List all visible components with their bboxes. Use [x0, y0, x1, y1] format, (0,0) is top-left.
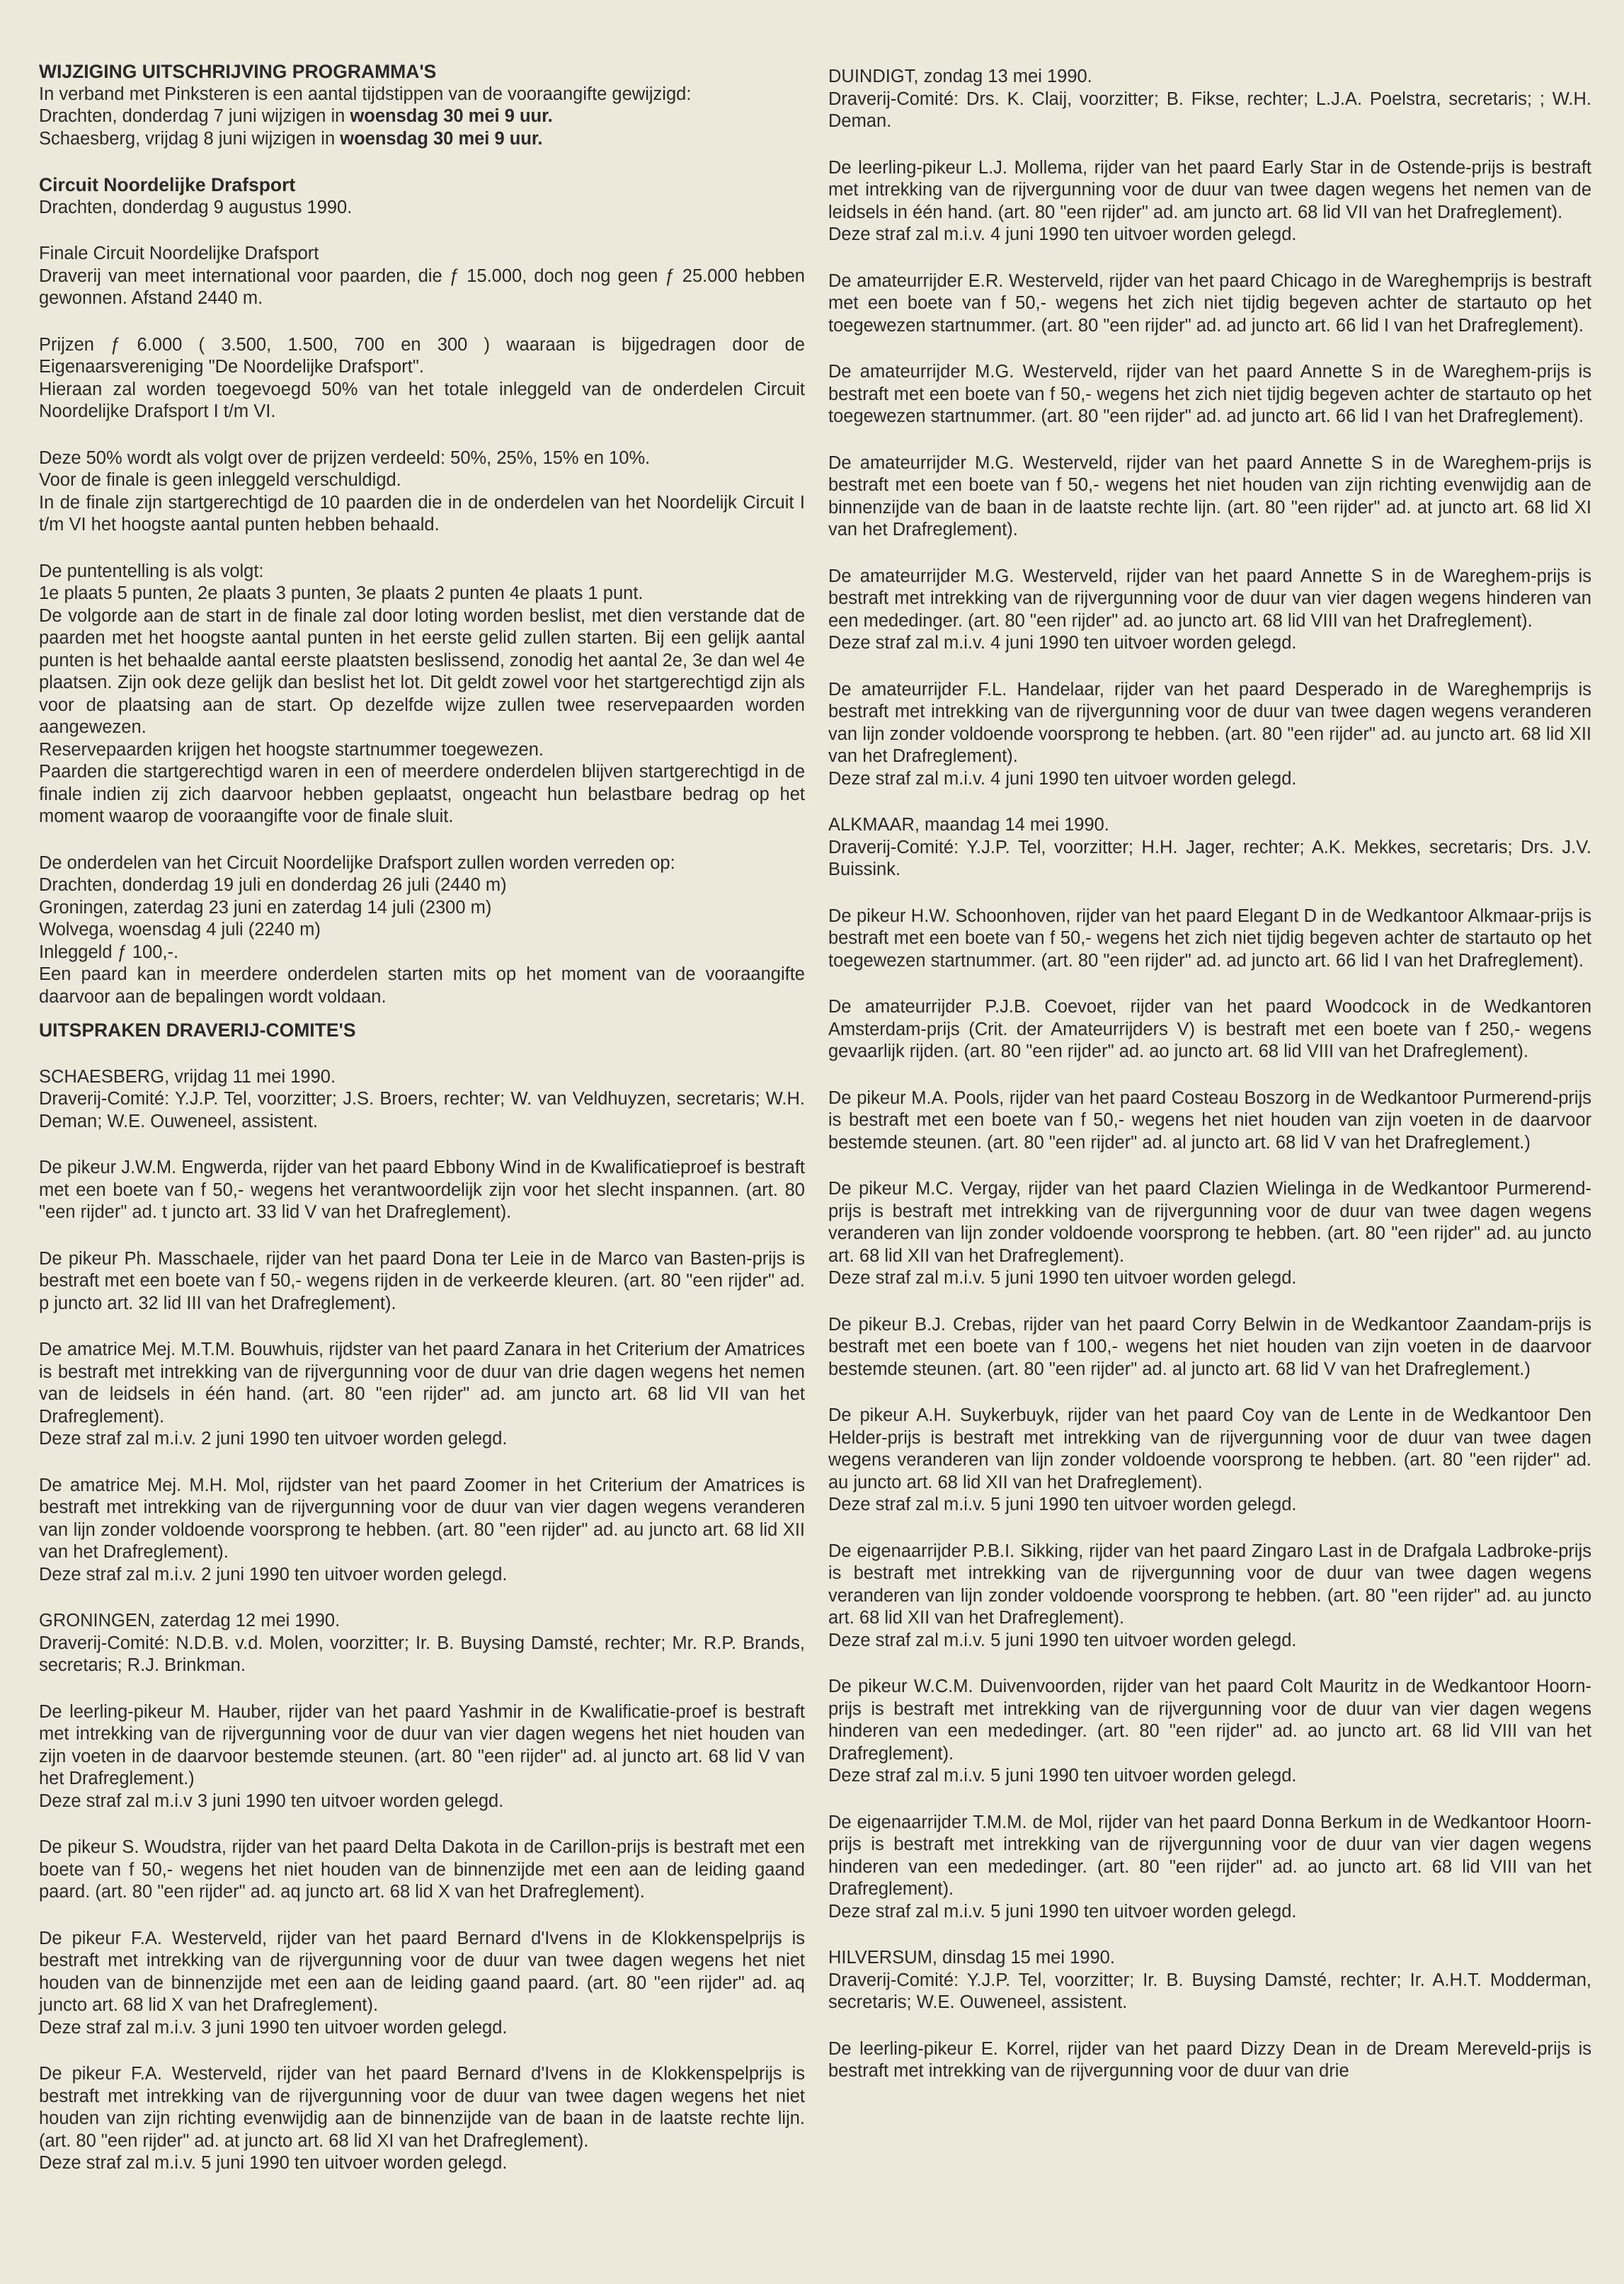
groningen-text: GRONINGEN, zaterdag 12 mei 1990. Draverij-Comité: N.D.B. v.d. Molen, voorzitter; Ir. B. Buysing Damsté, rechter; Mr. R.P. Brands, secretaris; R.J. Brinkman. [39, 1611, 805, 1675]
schaesberg-text: SCHAESBERG, vrijdag 11 mei 1990. Draverij-Comité: Y.J.P. Tel, voorzitter; J.S. Broers, rechter; W. van Veldhuyzen, secretaris; W.H. Deman; W.E. Ouweneel, assistent. [39, 1066, 805, 1131]
onderdelen-text: De onderdelen van het Circuit Noordelijke Drafsport zullen worden verreden op: Drachten, donderdag 19 juli en donderdag 26 juli (2440 m) Groningen, zaterdag 23 juni en zaterdag 14 juli (2300 m) Wolvega, woensdag 4 juli (2240 m) Inleggeld ƒ 100,-. Een paard kan in meerdere onderdelen starten mits op het moment van de vooraangifte daarvoor aan de bepalingen wordt voldaan. [39, 852, 805, 1007]
ruling-handelaar [828, 679, 1591, 791]
wijziging-line-3-text: Schaesberg, vrijdag 8 juni wijzigen in [39, 128, 341, 149]
groningen-header [39, 1610, 805, 1677]
schaesberg-header [39, 1066, 805, 1134]
ruling-text: De pikeur Ph. Masschaele, rijder van het paard Dona ter Leie in de Marco van Basten-prijs is bestraft met een boete van f 50,- wegens rijden in de verkeerde kleuren. (art. 80 "een rijder" ad. p juncto art. 32 lid III van het Drafreglement). [39, 1248, 805, 1313]
ruling-crebas [828, 1314, 1591, 1381]
alkmaar-text: ALKMAAR, maandag 14 mei 1990. Draverij-Comité: Y.J.P. Tel, voorzitter; H.H. Jager, rechter; A.K. Mekkes, secretaris; Drs. J.V. Buissink. [828, 815, 1591, 879]
ruling-engwerda [39, 1157, 805, 1224]
ruling-de-mol [828, 1812, 1591, 1924]
ruling-sikking [828, 1541, 1591, 1652]
ruling-mg-westerveld-3 [828, 566, 1591, 655]
ruling-text: De pikeur W.C.M. Duivenvoorden, rijder van het paard Colt Mauritz in de Wedkantoor Hoorn-prijs is bestraft met intrekking van de rijvergunning voor de duur van vier dagen wegens hinderen van een mededinger. (art. 80 "een rijder" ad. ao juncto art. 68 lid VIII van het Drafreglement). Deze straf zal m.i.v. 5 juni 1990 ten uitvoer worden gelegd. [828, 1677, 1591, 1786]
ruling-text: De amatrice Mej. M.T.M. Bouwhuis, rijdster van het paard Zanara in het Criterium der Amatrices is bestraft met intrekking van de rijvergunning voor de duur van drie dagen wegens het nemen van de leidsels in één hand. (art. 80 "een rijder" ad. am juncto art. 68 lid VII van het Drafreglement). Deze straf zal m.i.v. 2 juni 1990 ten uitvoer worden gelegd. [39, 1340, 805, 1449]
ruling-text: De pikeur M.A. Pools, rijder van het paard Costeau Boszorg in de Wedkantoor Purmerend-prijs is bestraft met een boete van f 50,- wegens het niet houden van zijn voeten in de daarvoor bestemde steunen. (art. 80 "een rijder" ad. al juncto art. 68 lid V van het Drafreglement.) [828, 1087, 1591, 1153]
wijziging-line-2 [39, 105, 805, 128]
wijziging-section [39, 61, 805, 150]
finale-text: Finale Circuit Noordelijke Drafsport Draverij van meet international voor paarden, die ƒ 15.000, doch nog geen ƒ 25.000 hebben gewonnen. Afstand 2440 m. [39, 244, 805, 308]
wijziging-line-2-bold: woensdag 30 mei 9 uur. [350, 106, 553, 126]
ruling-text: De amateurrijder P.J.B. Coevoet, rijder van het paard Woodcock in de Wedkantoren Amsterdam-prijs (Crit. der Amateurrijders V) is bestraft met een boete van f 250,- wegens gevaarlijk rijden. (art. 80 "een rijder" ad. ao juncto art. 68 lid VIII van het Drafreglement). [828, 997, 1591, 1061]
hilversum-text: HILVERSUM, dinsdag 15 mei 1990. Draverij-Comité: Y.J.P. Tel, voorzitter; Ir. B. Buysing Damsté, rechter; Ir. A.H.T. Modderman, secretaris; W.E. Ouweneel, assistent. [828, 1948, 1591, 2012]
ruling-pools [828, 1087, 1591, 1155]
ruling-mollema [828, 157, 1591, 246]
hilversum-header [828, 1947, 1591, 2014]
alkmaar-header [828, 814, 1591, 881]
left-column [39, 61, 805, 2175]
ruling-text: De amateurrijder M.G. Westerveld, rijder van het paard Annette S in de Wareghem-prijs is bestraft met intrekking van de rijvergunning voor de duur van vier dagen wegens hinderen van een mededinger. (art. 80 "een rijder" ad. ao juncto art. 68 lid VIII van het Drafreglement). Deze straf zal m.i.v. 4 juni 1990 ten uitvoer worden gelegd. [828, 566, 1591, 653]
ruling-text: De eigenaarrijder T.M.M. de Mol, rijder van het paard Donna Berkum in de Wedkantoor Hoorn-prijs is bestraft met intrekking van de rijvergunning voor de duur van vier dagen wegens hinderen van een mededinger. (art. 80 "een rijder" ad. ao juncto art. 68 lid VIII van het Drafreglement). Deze straf zal m.i.v. 5 juni 1990 ten uitvoer worden gelegd. [828, 1812, 1591, 1922]
ruling-text: De eigenaarrijder P.B.I. Sikking, rijder van het paard Zingaro Last in de Drafgala Ladbroke-prijs is bestraft met intrekking van de rijvergunning voor de duur van twee dagen wegens veranderen van lijn zonder voldoende voorsprong te hebben. (art. 80 "een rijder" ad. au juncto art. 68 lid XII van het Drafreglement). Deze straf zal m.i.v. 5 juni 1990 ten uitvoer worden gelegd. [828, 1541, 1591, 1650]
wijziging-line-3-bold: woensdag 30 mei 9 uur. [340, 128, 543, 149]
finale-paragraph [39, 243, 805, 310]
puntentelling-text: De puntentelling is als volgt: 1e plaats 5 punten, 2e plaats 3 punten, 3e plaats 2 punten 4e plaats 1 punt. De volgorde aan de start in de finale zal door loting worden beslist, met dien verstande dat de paarden met het hoogste aantal punten in het eerste gelid zullen starten. Bij een gelijk aantal punten is het behaalde aantal eerste plaatsten beslissend, zonodig het aantal 2e, 3e dan wel 4e plaatsen. Zijn ook deze gelijk dan beslist het lot. Dit geldt zowel voor het startgerechtigd zijn als voor de plaatsing aan de start. Op dezelfde wijze zullen twee reservepaarden worden aangewezen. Reservepaarden krijgen het hoogste startnummer toegewezen. Paarden die startgerechtigd waren in een of meerdere onderdelen blijven startgerechtigd in de finale indien zij zich daarvoor hebben geplaatst, ongeacht hun belastbare bedrag op het moment waarop de vooraangifte voor de finale sluit. [39, 561, 805, 826]
prijzen-text: Prijzen ƒ 6.000 ( 3.500, 1.500, 700 en 300 ) waaraan is bijgedragen door de Eigenaarsvereniging "De Noordelijke Drafsport". Hieraan zal worden toegevoegd 50% van het totale inleggeld van de onderdelen Circuit Noordelijke Drafsport I t/m VI. [39, 334, 805, 421]
ruling-text: De pikeur B.J. Crebas, rijder van het paard Corry Belwin in de Wedkantoor Zaandam-prijs is bestraft met een boete van f 100,- wegens het niet houden van zijn voeten in de daarvoor bestemde steunen. (art. 80 "een rijder" ad. al juncto art. 68 lid V van het Drafreglement.) [828, 1314, 1591, 1379]
ruling-text: De amateurrijder E.R. Westerveld, rijder van het paard Chicago in de Wareghemprijs is bestraft met een boete van f 50,- wegens het zich niet tijdig begeven achter de startauto op het toegewezen startnummer. (art. 80 "een rijder" ad. ad juncto art. 66 lid I van het Drafreglement). [828, 270, 1591, 336]
verdeling-paragraph [39, 447, 805, 537]
ruling-suykerbuyk [828, 1405, 1591, 1517]
ruling-westerveld-2 [39, 2063, 805, 2175]
puntentelling-paragraph [39, 561, 805, 828]
ruling-text: De pikeur H.W. Schoonhoven, rijder van het paard Elegant D in de Wedkantoor Alkmaar-prijs is bestraft met een boete van f 50,- wegens het zich niet tijdig begeven achter de startauto op het toegewezen startnummer. (art. 80 "een rijder" ad. ad juncto art. 66 lid I van het Drafreglement). [828, 906, 1591, 971]
ruling-text: De amateurrijder M.G. Westerveld, rijder van het paard Annette S in de Wareghem-prijs is bestraft met een boete van f 50,- wegens het niet houden van zijn richting evenwijdig aan de binnenzijde van de baan in de laatste rechte lijn. (art. 80 "een rijder" ad. at juncto art. 68 lid XI van het Drafreglement). [828, 452, 1591, 539]
ruling-korrel [828, 2038, 1591, 2083]
ruling-hauber [39, 1701, 805, 1813]
circuit-subtitle: Drachten, donderdag 9 augustus 1990. [39, 197, 353, 217]
wijziging-title: WIJZIGING UITSCHRIJVING PROGRAMMA'S [39, 61, 437, 82]
ruling-mol [39, 1475, 805, 1587]
ruling-duivenvoorden [828, 1676, 1591, 1788]
right-column [828, 66, 1591, 2083]
ruling-woudstra [39, 1837, 805, 1904]
ruling-text: De leerling-pikeur L.J. Mollema, rijder van het paard Early Star in de Ostende-prijs is bestraft met intrekking van de rijvergunning voor de duur van twee dagen wegens het nemen van de leidsels in één hand. (art. 80 "een rijder" ad. am juncto art. 68 lid VII van het Drafreglement). Deze straf zal m.i.v. 4 juni 1990 ten uitvoer worden gelegd. [828, 157, 1591, 244]
verdeling-text: Deze 50% wordt als volgt over de prijzen verdeeld: 50%, 25%, 15% en 10%. Voor de finale is geen inleggeld verschuldigd. In de finale zijn startgerechtigd de 10 paarden die in de onderdelen van het Noordelijk Circuit I t/m VI het hoogste aantal punten hebben behaald. [39, 447, 805, 535]
ruling-text: De pikeur F.A. Westerveld, rijder van het paard Bernard d'Ivens in de Klokkenspelprijs is bestraft met intrekking van de rijvergunning voor de duur van twee dagen wegens het niet houden van de binnenzijde met een aan de leiding gaand paard. (art. 80 "een rijder" ad. aq juncto art. 68 lid X van het Drafreglement). Deze straf zal m.i.v. 3 juni 1990 ten uitvoer worden gelegd. [39, 1928, 805, 2038]
ruling-bouwhuis [39, 1339, 805, 1451]
prijzen-paragraph [39, 334, 805, 423]
circuit-section [39, 174, 805, 219]
wijziging-line-2-text: Drachten, donderdag 7 juni wijzigen in [39, 106, 350, 126]
ruling-mg-westerveld-1 [828, 361, 1591, 428]
ruling-text: De amatrice Mej. M.H. Mol, rijdster van het paard Zoomer in het Criterium der Amatrices is bestraft met intrekking van de rijvergunning voor de duur van vier dagen wegens veranderen van lijn zonder voldoende voorsprong te hebben. (art. 80 "een rijder" ad. au juncto art. 68 lid XII van het Drafreglement). Deze straf zal m.i.v. 2 juni 1990 ten uitvoer worden gelegd. [39, 1475, 805, 1584]
ruling-text: De pikeur M.C. Vergay, rijder van het paard Clazien Wielinga in de Wedkantoor Purmerend-prijs is bestraft met intrekking van de rijvergunning voor de duur van twee dagen wegens veranderen van lijn zonder voldoende voorsprong te hebben. (art. 80 "een rijder" ad. au juncto art. 68 lid XII van het Drafreglement). Deze straf zal m.i.v. 5 juni 1990 ten uitvoer worden gelegd. [828, 1179, 1591, 1288]
ruling-text: De pikeur J.W.M. Engwerda, rijder van het paard Ebbony Wind in de Kwalificatieproef is bestraft met een boete van f 50,- wegens het verantwoordelijk zijn voor het slecht inspannen. (art. 80 "een rijder" ad. t juncto art. 33 lid V van het Drafreglement). [39, 1158, 805, 1222]
uitspraken-title: UITSPRAKEN DRAVERIJ-COMITE'S [39, 1020, 356, 1041]
ruling-text: De leerling-pikeur M. Hauber, rijder van het paard Yashmir in de Kwalificatie-proef is bestraft met intrekking van de rijvergunning voor de duur van vier dagen wegens het niet houden van zijn voeten in de daarvoor bestemde steunen. (art. 80 "een rijder" ad. al juncto art. 68 lid V van het Drafreglement.) Deze straf zal m.i.v 3 juni 1990 ten uitvoer worden gelegd. [39, 1701, 805, 1811]
ruling-text: De pikeur S. Woudstra, rijder van het paard Delta Dakota in de Carillon-prijs is bestraft met een boete van f 50,- wegens het niet houden van de binnenzijde met een aan de leiding gaand paard. (art. 80 "een rijder" ad. aq juncto art. 68 lid X van het Drafreglement). [39, 1837, 805, 1902]
ruling-schoonhoven [828, 906, 1591, 973]
duindigt-header [828, 66, 1591, 133]
ruling-westerveld-1 [39, 1928, 805, 2040]
duindigt-text: DUINDIGT, zondag 13 mei 1990. Draverij-Comité: Drs. K. Claij, voorzitter; B. Fikse, rechter; L.J.A. Poelstra, secretaris; ; W.H. Deman. [828, 67, 1591, 131]
ruling-masschaele [39, 1248, 805, 1315]
ruling-text: De pikeur A.H. Suykerbuyk, rijder van het paard Coy van de Lente in de Wedkantoor Den Helder-prijs is bestraft met intrekking van de rijvergunning voor de duur van twee dagen wegens veranderen van lijn zonder voldoende voorsprong te hebben. (art. 80 "een rijder" ad. au juncto art. 68 lid XII van het Drafreglement). Deze straf zal m.i.v. 5 juni 1990 ten uitvoer worden gelegd. [828, 1405, 1591, 1514]
ruling-text: De amateurrijder F.L. Handelaar, rijder van het paard Desperado in de Wareghemprijs is bestraft met intrekking van de rijvergunning voor de duur van twee dagen wegens veranderen van lijn zonder voldoende voorsprong te hebben. (art. 80 "een rijder" ad. au juncto art. 68 lid XII van het Drafreglement). Deze straf zal m.i.v. 4 juni 1990 ten uitvoer worden gelegd. [828, 679, 1591, 789]
ruling-mg-westerveld-2 [828, 452, 1591, 542]
ruling-text: De pikeur F.A. Westerveld, rijder van het paard Bernard d'Ivens in de Klokkenspelprijs is bestraft met intrekking van de rijvergunning voor de duur van twee dagen wegens het niet houden van zijn richting evenwijdig aan de binnenzijde van de baan in de laatste rechte lijn. (art. 80 "een rijder" ad. at juncto art. 68 lid XI van het Drafreglement). Deze straf zal m.i.v. 5 juni 1990 ten uitvoer worden gelegd. [39, 2064, 805, 2173]
wijziging-line-3 [39, 128, 805, 151]
ruling-vergay [828, 1178, 1591, 1290]
onderdelen-paragraph [39, 852, 805, 1009]
ruling-text: De leerling-pikeur E. Korrel, rijder van het paard Dizzy Dean in de Dream Mereveld-prijs is bestraft met intrekking van de rijvergunning voor de duur van drie [828, 2038, 1591, 2081]
ruling-er-westerveld [828, 270, 1591, 338]
ruling-text: De amateurrijder M.G. Westerveld, rijder van het paard Annette S in de Wareghem-prijs is bestraft met een boete van f 50,- wegens het zich niet tijdig begeven achter de startauto op het toegewezen startnummer. (art. 80 "een rijder" ad. ad juncto art. 66 lid I van het Drafreglement). [828, 362, 1591, 426]
circuit-title: Circuit Noordelijke Drafsport [39, 174, 296, 195]
ruling-coevoet [828, 996, 1591, 1063]
wijziging-line-1: In verband met Pinksteren is een aantal tijdstippen van de vooraangifte gewijzigd: [39, 84, 692, 104]
